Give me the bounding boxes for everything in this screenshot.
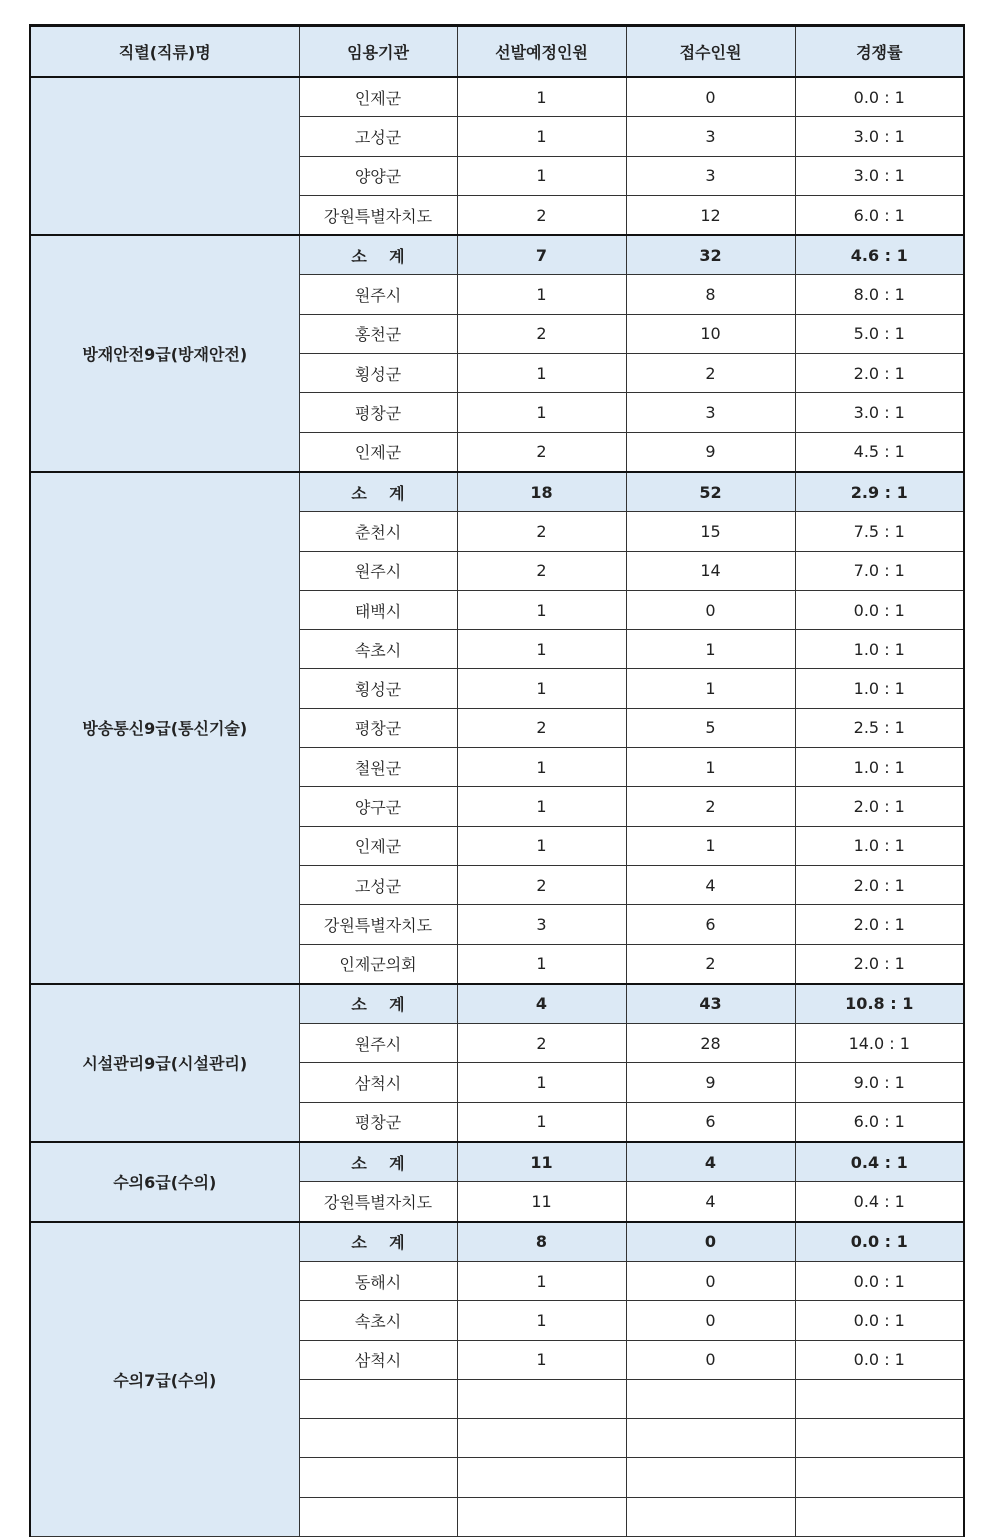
header-job-title: 직렬(직류)명 [30, 26, 299, 78]
planned-cell: 2 [457, 512, 626, 551]
agency-cell: 강원특별자치도 [299, 1182, 457, 1222]
agency-cell: 삼척시 [299, 1063, 457, 1102]
ratio-cell: 0.0 : 1 [795, 1301, 964, 1340]
subtotal-row [30, 1222, 964, 1262]
planned-cell: 1 [457, 630, 626, 669]
agency-cell: 원주시 [299, 551, 457, 590]
planned-cell: 1 [457, 1340, 626, 1379]
planned-cell: 2 [457, 1024, 626, 1063]
planned-cell: 2 [457, 551, 626, 590]
applicants-cell: 32 [626, 235, 795, 275]
ratio-cell: 6.0 : 1 [795, 1102, 964, 1142]
planned-cell: 2 [457, 432, 626, 472]
job-title-cell: 방재안전9급(방재안전) [30, 235, 299, 472]
ratio-cell: 0.4 : 1 [795, 1182, 964, 1222]
agency-cell: 철원군 [299, 748, 457, 787]
ratio-cell: 2.0 : 1 [795, 865, 964, 904]
applicants-cell: 10 [626, 314, 795, 353]
applicants-cell: 28 [626, 1024, 795, 1063]
agency-cell: 인제군 [299, 826, 457, 865]
ratio-cell: 0.0 : 1 [795, 77, 964, 117]
ratio-cell: 8.0 : 1 [795, 275, 964, 314]
applicants-cell: 0 [626, 1261, 795, 1300]
subtotal-label: 소 계 [299, 1222, 457, 1262]
ratio-cell: 2.0 : 1 [795, 787, 964, 826]
planned-cell: 2 [457, 314, 626, 353]
applicants-cell: 8 [626, 275, 795, 314]
ratio-cell: 0.0 : 1 [795, 1222, 964, 1262]
agency-cell: 태백시 [299, 590, 457, 629]
subtotal-row [30, 235, 964, 275]
ratio-cell: 7.0 : 1 [795, 551, 964, 590]
planned-cell: 1 [457, 826, 626, 865]
planned-cell: 1 [457, 944, 626, 984]
planned-cell: 1 [457, 1063, 626, 1102]
ratio-cell: 1.0 : 1 [795, 630, 964, 669]
applicants-cell: 6 [626, 1102, 795, 1142]
agency-cell: 동해시 [299, 1261, 457, 1300]
planned-cell: 1 [457, 156, 626, 195]
agency-cell: 속초시 [299, 630, 457, 669]
table-header-row [30, 26, 964, 78]
applicants-cell: 43 [626, 984, 795, 1024]
agency-cell: 평창군 [299, 393, 457, 432]
ratio-cell: 2.5 : 1 [795, 708, 964, 747]
applicants-cell: 2 [626, 354, 795, 393]
header-applicants: 접수인원 [626, 26, 795, 78]
planned-cell: 1 [457, 77, 626, 117]
applicants-cell: 3 [626, 393, 795, 432]
planned-cell: 7 [457, 235, 626, 275]
subtotal-label: 소 계 [299, 235, 457, 275]
planned-cell: 1 [457, 787, 626, 826]
subtotal-label: 소 계 [299, 984, 457, 1024]
ratio-cell: 2.0 : 1 [795, 905, 964, 944]
agency-cell: 횡성군 [299, 669, 457, 708]
planned-cell: 2 [457, 708, 626, 747]
applicants-cell: 0 [626, 1222, 795, 1262]
applicants-cell: 15 [626, 512, 795, 551]
planned-cell: 1 [457, 1102, 626, 1142]
ratio-cell: 2.9 : 1 [795, 472, 964, 512]
ratio-cell: 0.4 : 1 [795, 1142, 964, 1182]
applicants-cell: 1 [626, 669, 795, 708]
ratio-cell: 0.0 : 1 [795, 1261, 964, 1300]
agency-cell: 원주시 [299, 275, 457, 314]
agency-cell: 강원특별자치도 [299, 905, 457, 944]
planned-cell: 1 [457, 393, 626, 432]
agency-cell: 춘천시 [299, 512, 457, 551]
applicants-cell: 1 [626, 826, 795, 865]
ratio-cell: 0.0 : 1 [795, 1340, 964, 1379]
agency-cell: 평창군 [299, 708, 457, 747]
agency-cell: 횡성군 [299, 354, 457, 393]
planned-cell: 11 [457, 1182, 626, 1222]
planned-cell: 1 [457, 117, 626, 156]
applicants-cell: 9 [626, 432, 795, 472]
agency-cell: 삼척시 [299, 1340, 457, 1379]
document-page [29, 24, 963, 1390]
agency-cell: 고성군 [299, 117, 457, 156]
subtotal-row [30, 1142, 964, 1182]
planned-cell: 2 [457, 195, 626, 235]
planned-cell: 3 [457, 905, 626, 944]
subtotal-row [30, 984, 964, 1024]
agency-cell: 인제군 [299, 77, 457, 117]
applicants-cell: 1 [626, 748, 795, 787]
subtotal-label: 소 계 [299, 1142, 457, 1182]
subtotal-label: 소 계 [299, 472, 457, 512]
applicants-cell: 3 [626, 117, 795, 156]
applicants-cell: 1 [626, 630, 795, 669]
job-title-cell: 방송통신9급(통신기술) [30, 472, 299, 984]
applicants-cell: 4 [626, 1182, 795, 1222]
agency-cell: 속초시 [299, 1301, 457, 1340]
job-title-cell: 시설관리9급(시설관리) [30, 984, 299, 1142]
ratio-cell: 9.0 : 1 [795, 1063, 964, 1102]
applicants-cell: 6 [626, 905, 795, 944]
agency-cell: 강원특별자치도 [299, 195, 457, 235]
applicants-cell: 0 [626, 1301, 795, 1340]
ratio-cell: 4.6 : 1 [795, 235, 964, 275]
ratio-cell: 10.8 : 1 [795, 984, 964, 1024]
agency-cell: 인제군의회 [299, 944, 457, 984]
planned-cell: 4 [457, 984, 626, 1024]
applicants-cell: 52 [626, 472, 795, 512]
agency-cell: 고성군 [299, 865, 457, 904]
applicants-cell: 0 [626, 77, 795, 117]
applicants-cell: 12 [626, 195, 795, 235]
applicants-cell: 9 [626, 1063, 795, 1102]
agency-cell: 평창군 [299, 1102, 457, 1142]
agency-cell: 양구군 [299, 787, 457, 826]
planned-cell: 1 [457, 590, 626, 629]
ratio-cell: 1.0 : 1 [795, 826, 964, 865]
ratio-cell: 3.0 : 1 [795, 117, 964, 156]
ratio-cell: 5.0 : 1 [795, 314, 964, 353]
ratio-cell: 2.0 : 1 [795, 944, 964, 984]
planned-cell: 1 [457, 354, 626, 393]
planned-cell: 1 [457, 275, 626, 314]
agency-cell: 홍천군 [299, 314, 457, 353]
ratio-cell: 6.0 : 1 [795, 195, 964, 235]
ratio-cell: 3.0 : 1 [795, 393, 964, 432]
applicants-cell: 2 [626, 787, 795, 826]
header-planned: 선발예정인원 [457, 26, 626, 78]
applicants-cell: 0 [626, 590, 795, 629]
ratio-cell: 3.0 : 1 [795, 156, 964, 195]
header-ratio: 경쟁률 [795, 26, 964, 78]
job-title-cell [30, 77, 299, 235]
planned-cell: 18 [457, 472, 626, 512]
planned-cell: 2 [457, 865, 626, 904]
ratio-cell: 14.0 : 1 [795, 1024, 964, 1063]
recruitment-competition-table [29, 24, 965, 1537]
agency-cell: 원주시 [299, 1024, 457, 1063]
ratio-cell: 2.0 : 1 [795, 354, 964, 393]
applicants-cell: 0 [626, 1340, 795, 1379]
planned-cell: 8 [457, 1222, 626, 1262]
job-title-cell: 수의7급(수의) [30, 1222, 299, 1537]
ratio-cell: 4.5 : 1 [795, 432, 964, 472]
applicants-cell: 14 [626, 551, 795, 590]
planned-cell: 1 [457, 1261, 626, 1300]
planned-cell: 1 [457, 669, 626, 708]
header-agency: 임용기관 [299, 26, 457, 78]
applicants-cell: 4 [626, 1142, 795, 1182]
applicants-cell: 4 [626, 865, 795, 904]
planned-cell: 1 [457, 748, 626, 787]
planned-cell: 1 [457, 1301, 626, 1340]
ratio-cell: 7.5 : 1 [795, 512, 964, 551]
ratio-cell: 1.0 : 1 [795, 748, 964, 787]
planned-cell: 11 [457, 1142, 626, 1182]
subtotal-row [30, 472, 964, 512]
ratio-cell: 0.0 : 1 [795, 590, 964, 629]
applicants-cell: 3 [626, 156, 795, 195]
agency-cell: 인제군 [299, 432, 457, 472]
ratio-cell: 1.0 : 1 [795, 669, 964, 708]
applicants-cell: 5 [626, 708, 795, 747]
table-row [30, 77, 964, 117]
job-title-cell: 수의6급(수의) [30, 1142, 299, 1222]
agency-cell: 양양군 [299, 156, 457, 195]
applicants-cell: 2 [626, 944, 795, 984]
